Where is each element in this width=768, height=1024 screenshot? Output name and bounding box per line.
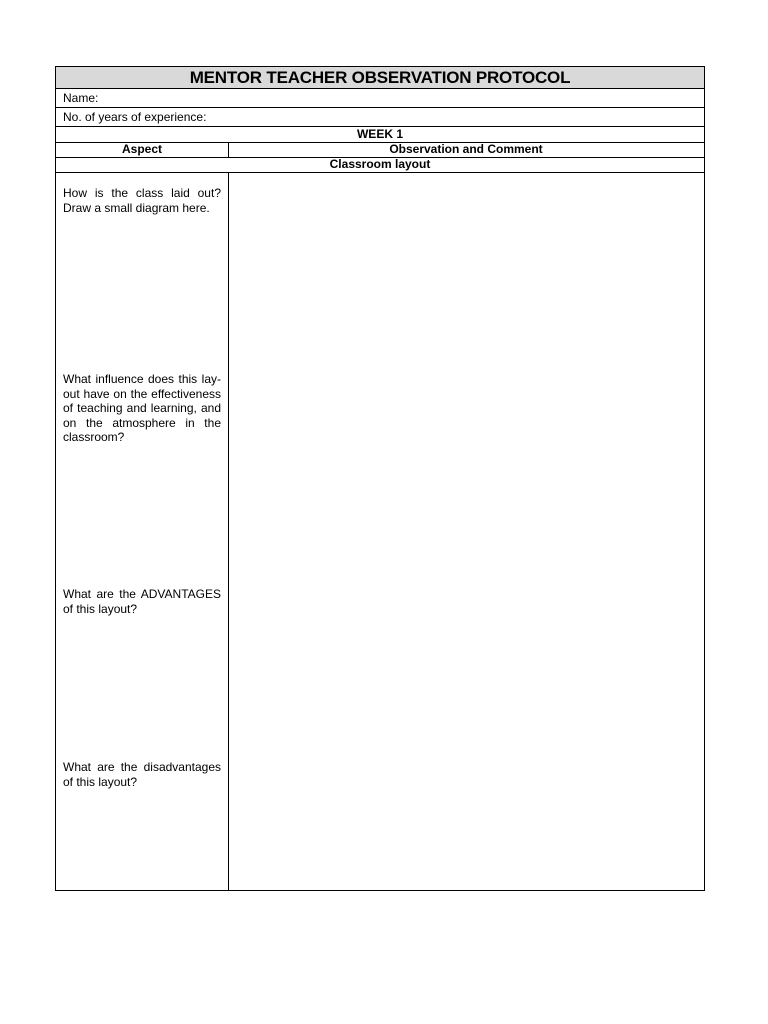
- experience-field[interactable]: [56, 108, 704, 127]
- observation-form: [55, 66, 705, 891]
- header-column-divider: [228, 143, 229, 158]
- question-advantages: What are the ADVANTAGES of this layout?: [63, 587, 221, 616]
- name-label: Name:: [63, 91, 99, 105]
- column-header-row: [56, 143, 704, 158]
- body-column-divider: [228, 173, 229, 890]
- questions-body: [56, 173, 704, 890]
- experience-label: No. of years of experience:: [63, 110, 207, 124]
- observation-comment-area[interactable]: [229, 173, 704, 890]
- question-layout-influence: What influence does this lay-out have on the effectiveness of teaching and learning, and on the atmosphere in the classroom?: [63, 372, 221, 444]
- form-title: MENTOR TEACHER OBSERVATION PROTOCOL: [56, 67, 704, 89]
- question-layout-diagram: How is the class laid out? Draw a small diagram here.: [63, 186, 221, 215]
- name-field[interactable]: [56, 89, 704, 108]
- section-title: Classroom layout: [56, 158, 704, 173]
- aspect-column-header: Aspect: [121, 142, 162, 156]
- observation-column-header: Observation and Comment: [389, 142, 543, 156]
- question-disadvantages: What are the disadvantages of this layout?: [63, 760, 221, 789]
- week-heading: WEEK 1: [56, 127, 704, 143]
